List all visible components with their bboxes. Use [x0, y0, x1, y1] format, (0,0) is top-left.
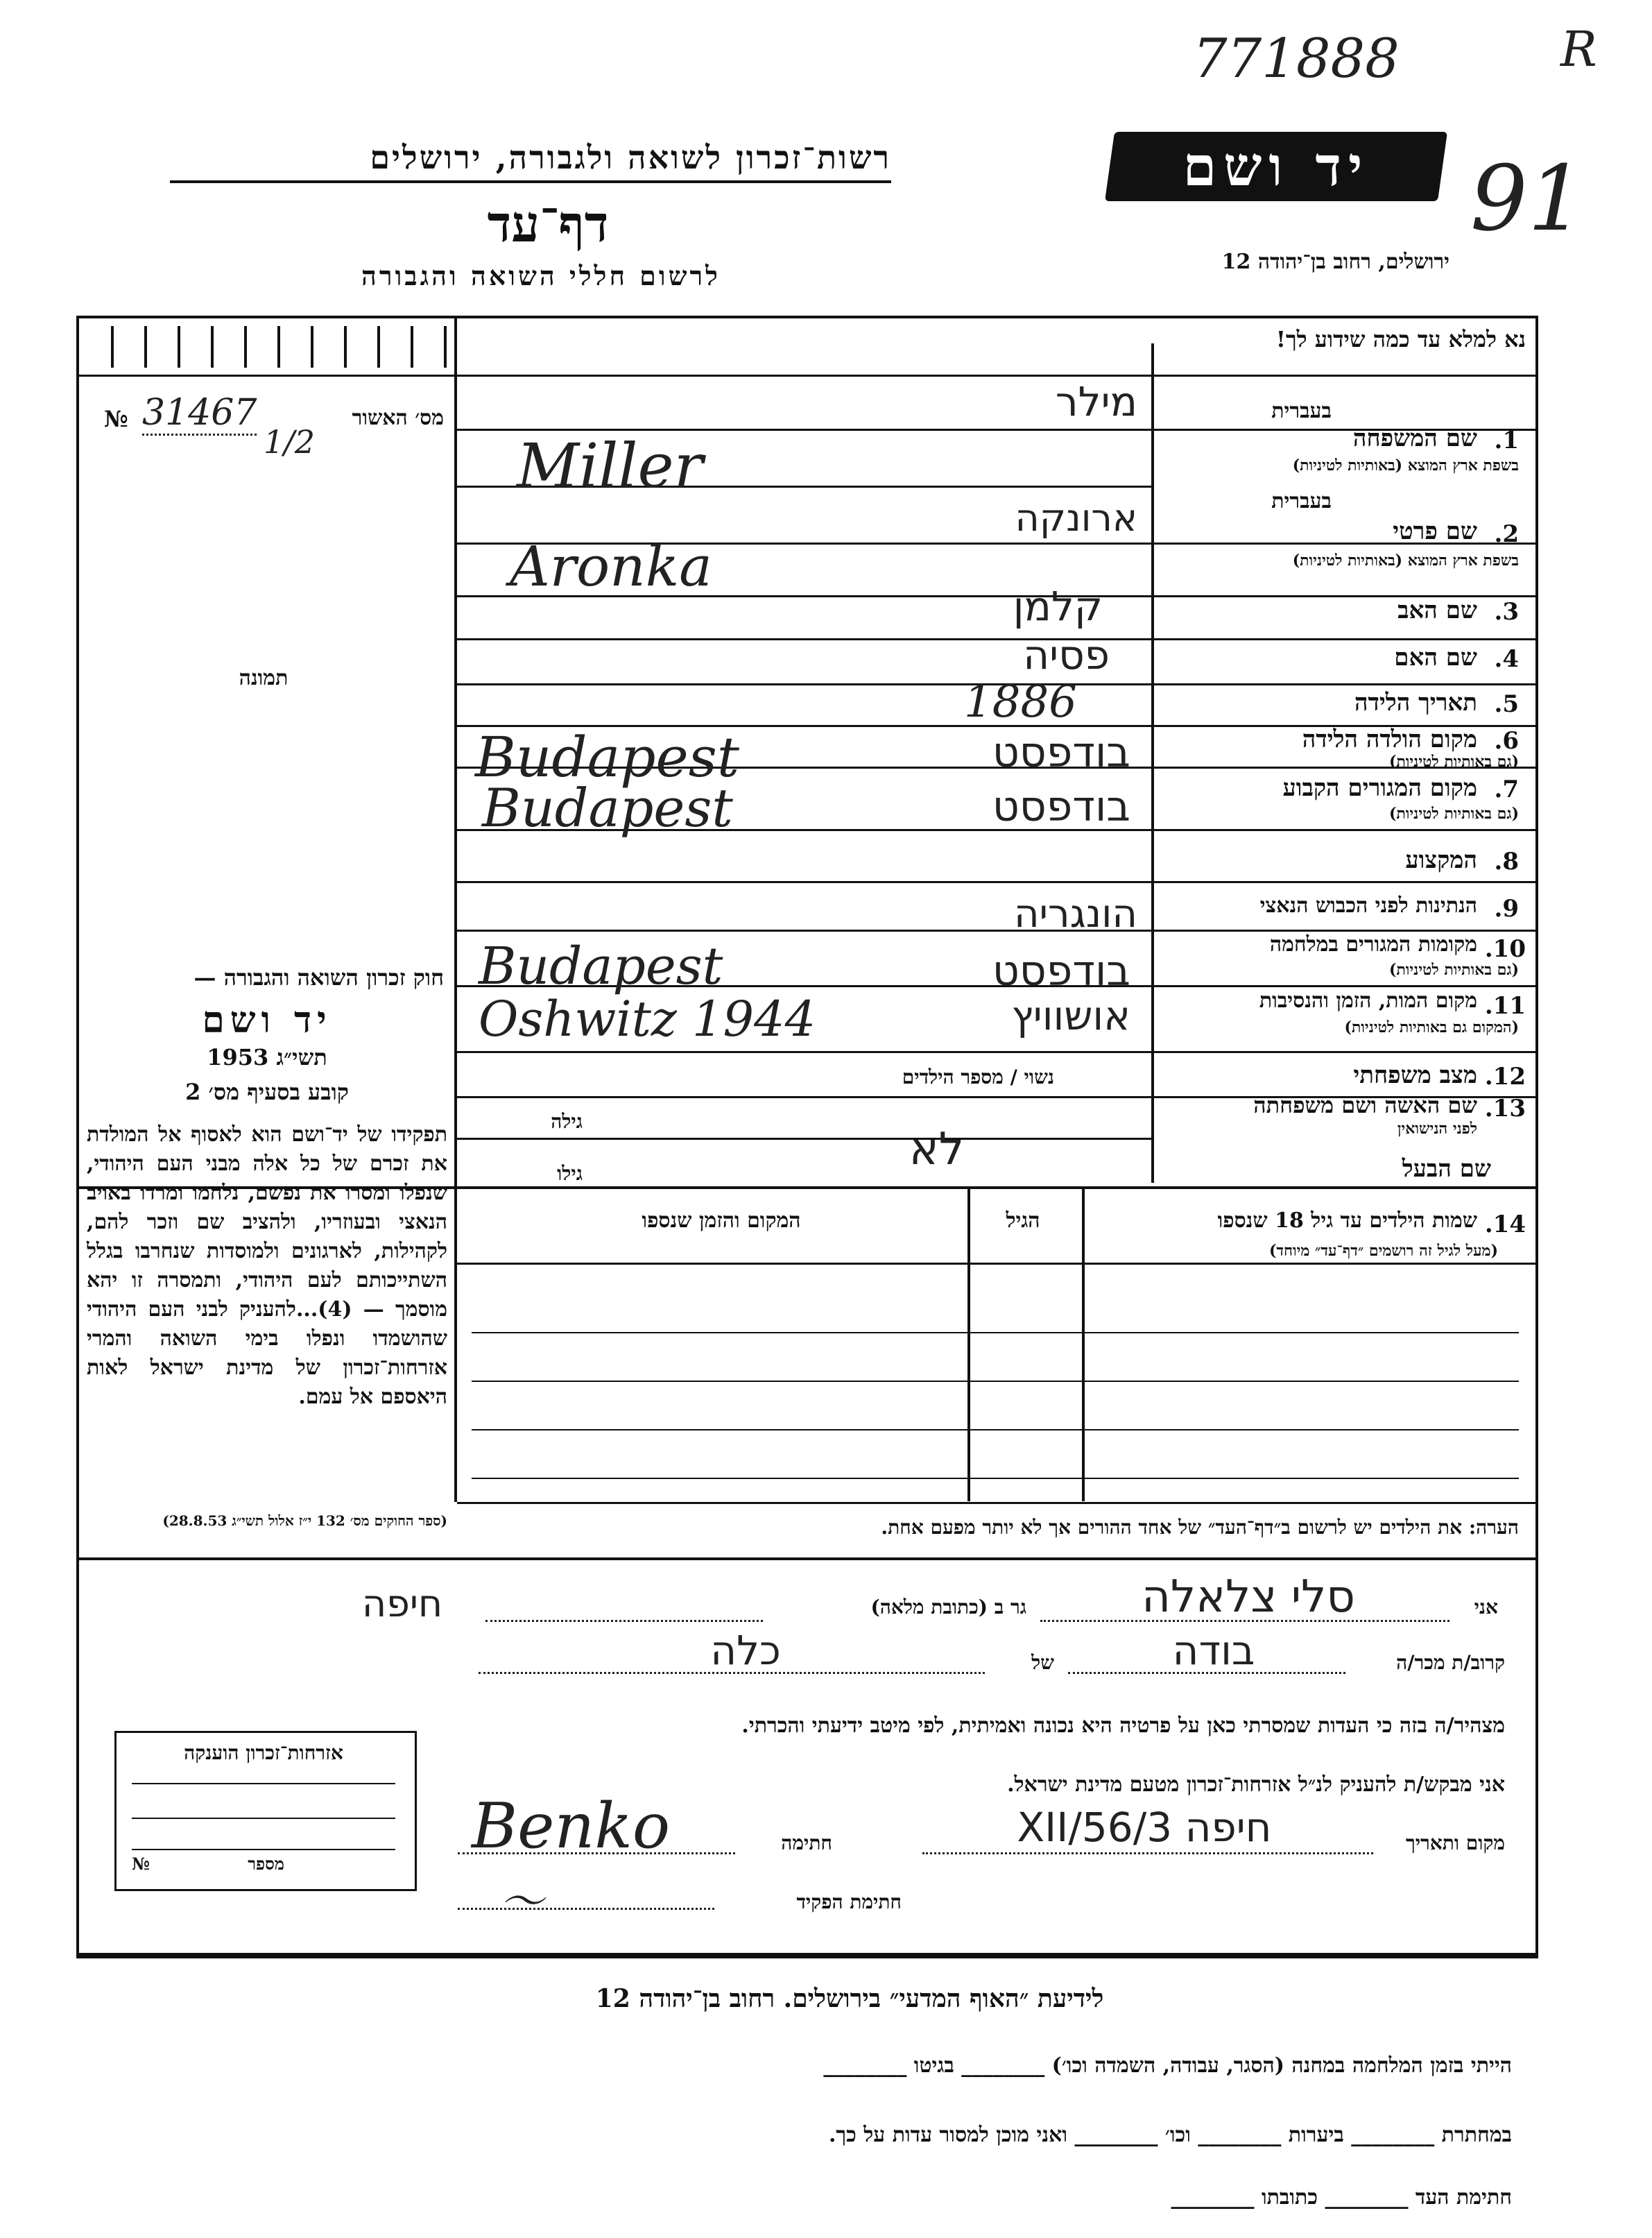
law-year: תשי״ג 1953	[207, 1044, 327, 1070]
field-3-number: 3.	[1494, 598, 1519, 626]
field-5-number: 5.	[1494, 690, 1519, 718]
label-column-divider	[1151, 343, 1154, 1183]
form-title: דף־עד	[487, 194, 609, 253]
field-9-number: 9.	[1494, 895, 1519, 923]
footer-line-2: במחתרת ________ ביערות ________ וכו׳ ________ ואני מוכן למסור עדות על כך.	[828, 2123, 1512, 2147]
citizenship-box-title: אזרחות־זכרון הוענקה	[184, 1741, 343, 1764]
field-1-heb-label: בעברית	[1271, 399, 1332, 423]
serial-number: 771888	[1193, 28, 1400, 90]
field-7-number: 7.	[1494, 776, 1519, 803]
field-1-note: בשפת ארץ המוצא (באותיות לטיניות)	[1292, 456, 1519, 475]
law-clause: קובע בסעיף מס׳ 2	[185, 1079, 349, 1105]
address-line: ירושלים, רחוב בן־יהודה 12	[1221, 250, 1449, 274]
field-10-heb-value: בודפסט	[992, 947, 1130, 996]
field-2-heb-label: בעברית	[1271, 489, 1332, 513]
field-5-label: תאריך הלידה	[1354, 689, 1477, 717]
footer-line-3: חתימת העד ________ כתובתו ________	[1171, 2185, 1512, 2210]
field-1-latin-value: Miller	[517, 430, 703, 502]
field-11-note: (המקום גם באותיות לטיניות)	[1344, 1018, 1519, 1036]
field-11-latin-value: Oshwitz 1944	[479, 991, 816, 1048]
field-9-value: הונגריה	[1013, 891, 1137, 937]
field-12-prompt: נשוי / מספר הילדים	[902, 1066, 1054, 1088]
declarant-of: כלה	[710, 1627, 781, 1674]
place-date-value: חיפה 3/XII/56	[1017, 1804, 1272, 1851]
children-label: שמות הילדים עד גיל 18 שנספו	[1217, 1208, 1477, 1233]
form-subtitle: לרשום חללי השואה והגבורה	[361, 260, 721, 291]
field-2-label: שם פרטי	[1393, 518, 1477, 545]
field-3-value: קלמן	[1013, 583, 1103, 630]
field-12-number: 12.	[1484, 1063, 1526, 1091]
field-13-label: שם האשה ושם משפחתה	[1253, 1092, 1477, 1118]
remark-text: הערה: את הילדים יש לרשום ב״דף־העד״ של אחד ההורים אך לא יותר מפעם אחת.	[881, 1516, 1519, 1539]
children-number: 14.	[1484, 1211, 1526, 1238]
field-11-label: מקום המות, הזמן והנסיבות	[1259, 989, 1477, 1013]
field-7-heb-value: בודפסט	[992, 783, 1130, 831]
field-13-age-label: גילה	[551, 1110, 583, 1133]
children-age-header: הגיל	[1006, 1208, 1040, 1233]
field-4-label: שם האם	[1394, 644, 1477, 672]
field-7-latin-value: Budapest	[482, 777, 733, 839]
folio-number: 91	[1470, 146, 1585, 251]
field-11-heb-value: אושוויץ	[1011, 992, 1130, 1039]
officer-signature-label: חתימת הפקיד	[796, 1890, 902, 1913]
signature-value: Benko	[472, 1790, 671, 1863]
field-7-note: (גם באותיות לטיניות)	[1388, 805, 1519, 823]
logo-text: יד ושם	[1182, 135, 1370, 198]
place-date-label: מקום ותאריך	[1405, 1831, 1505, 1854]
field-7-label: מקום המגורים הקבוע	[1282, 774, 1477, 802]
husband-label: שם הבעל	[1402, 1155, 1491, 1183]
field-13-note: לפני הנישואין	[1397, 1120, 1477, 1138]
registration-mark: №	[104, 406, 128, 432]
field-2-heb-value: ארונקה	[1015, 496, 1137, 540]
field-6-number: 6.	[1494, 727, 1519, 755]
instruction-text: נא למלא עד כמה שידוע לך!	[1275, 326, 1526, 352]
registration-fraction: 1/2	[264, 423, 316, 461]
left-column-divider	[454, 316, 457, 1502]
field-1-number: 1.	[1494, 427, 1519, 454]
field-10-label: מקומות המגורים במלחמה	[1269, 932, 1477, 957]
officer-signature-mark: ～	[499, 1877, 544, 1928]
signature-label: חתימה	[781, 1831, 832, 1854]
field-8-number: 8.	[1494, 848, 1519, 875]
field-4-value: פסיה	[1023, 631, 1110, 678]
field-6-latin-value: Budapest	[475, 725, 739, 789]
field-1-heb-value: מילר	[1055, 378, 1137, 425]
field-8-label: המקצוע	[1405, 846, 1477, 874]
footer-line-1: הייתי בזמן המלחמה במחנה (הסגר, עבודה, השמדה וכו׳) ________ בגיטו ________	[823, 2053, 1512, 2078]
field-13-number: 13.	[1484, 1095, 1526, 1122]
field-2-latin-value: Aronka	[510, 534, 712, 599]
field-10-latin-value: Budapest	[479, 937, 723, 996]
declarant-relation-label: קרוב/ת מכר/ה	[1396, 1651, 1505, 1674]
registration-number: 31467	[142, 392, 257, 436]
field-2-note: בשפת ארץ המוצא (באותיות לטיניות)	[1292, 552, 1519, 570]
field-10-number: 10.	[1484, 935, 1526, 963]
husband-age-label: גילו	[557, 1162, 583, 1185]
children-place-header: המקום והזמן שנספו	[642, 1208, 801, 1233]
request-text: אני מבקש/ת להעניק לנ״ל אזרחות־זכרון מטעם מדינת ישראל.	[1007, 1773, 1505, 1797]
registration-label: מס׳ האשור	[352, 406, 444, 430]
authority-line: רשות־זכרון לשואה ולגבורה, ירושלים	[170, 139, 891, 183]
field-6-note: (גם באותיות לטיניות)	[1388, 753, 1519, 771]
field-4-number: 4.	[1494, 645, 1519, 673]
field-3-label: שם האב	[1397, 597, 1477, 624]
corner-mark: R	[1560, 21, 1597, 78]
field-9-label: הנתינות לפני הכבוש הנאצי	[1259, 894, 1477, 918]
footer-title: לידיעת ״האוף המדעי״ בירושלים. רחוב בן־יהודה 12	[595, 1984, 1104, 2013]
field-12-label: מצב משפחתי	[1353, 1061, 1477, 1089]
citizenship-box-mark: №	[132, 1854, 150, 1874]
declarant-address: חיפה	[361, 1582, 443, 1625]
field-6-heb-value: בודפסט	[992, 728, 1130, 777]
law-text: תפקידו של יד־ושם הוא לאסוף אל המולדת את זכרם של כל אלה מבני העם היהודי, שנפלו ומסרו את נפשם, נלחמו ומרדו באויב הנאצי ובעוזריו, ולהציב שם וזכר להם, לקהילות, לארגונים ולמוסדות שנחרבו בגלל השתייכותם לעם היהודי, ותמסרה זו יהא מוסמך — (4)...להעניק לבני העם היהודי שהושמדו ונפלו בימי השואה והמרי אזרחות־זכרון של מדינת ישראל לאות היאספם אל עמם.	[87, 1122, 447, 1409]
declarant-of-label: של	[1031, 1651, 1054, 1674]
citizenship-box-number: מספר	[248, 1854, 284, 1874]
declarant-address-label: גר ב (כתובת מלאה)	[870, 1596, 1026, 1618]
field-6-label: מקום הולדה הלידה	[1302, 726, 1477, 753]
husband-value: לא	[909, 1124, 964, 1175]
declarant-name: סלי צלאלה	[1142, 1571, 1355, 1623]
field-1-label: שם המשפחה	[1352, 425, 1477, 452]
declarant-i-label: אני	[1474, 1596, 1498, 1618]
law-title: חוק זכרון השואה והגבורה —	[193, 964, 444, 991]
declaration-text: מצהיר/ה בזה כי העדות שמסרתי כאן על פרטיה היא נכונה ואמיתית, לפי מיטב ידיעתי והכרתי.	[741, 1714, 1505, 1738]
law-source: (ספר החוקים מס׳ 132 י״ז אלול תשי״ג 28.8.53)	[162, 1512, 447, 1529]
declarant-relation: בודה	[1172, 1627, 1255, 1674]
field-2-number: 2.	[1494, 520, 1519, 548]
field-11-number: 11.	[1484, 992, 1526, 1020]
law-name: יד ושם	[202, 999, 332, 1041]
tick-marks	[111, 326, 451, 368]
children-note: (מעל לגיל זה רושמים ״דף־עד״ מיוחד)	[1268, 1242, 1498, 1260]
field-10-note: (גם באותיות לטיניות)	[1388, 961, 1519, 979]
field-5-value: 1886	[964, 676, 1077, 728]
photo-label: תמונה	[239, 666, 289, 690]
